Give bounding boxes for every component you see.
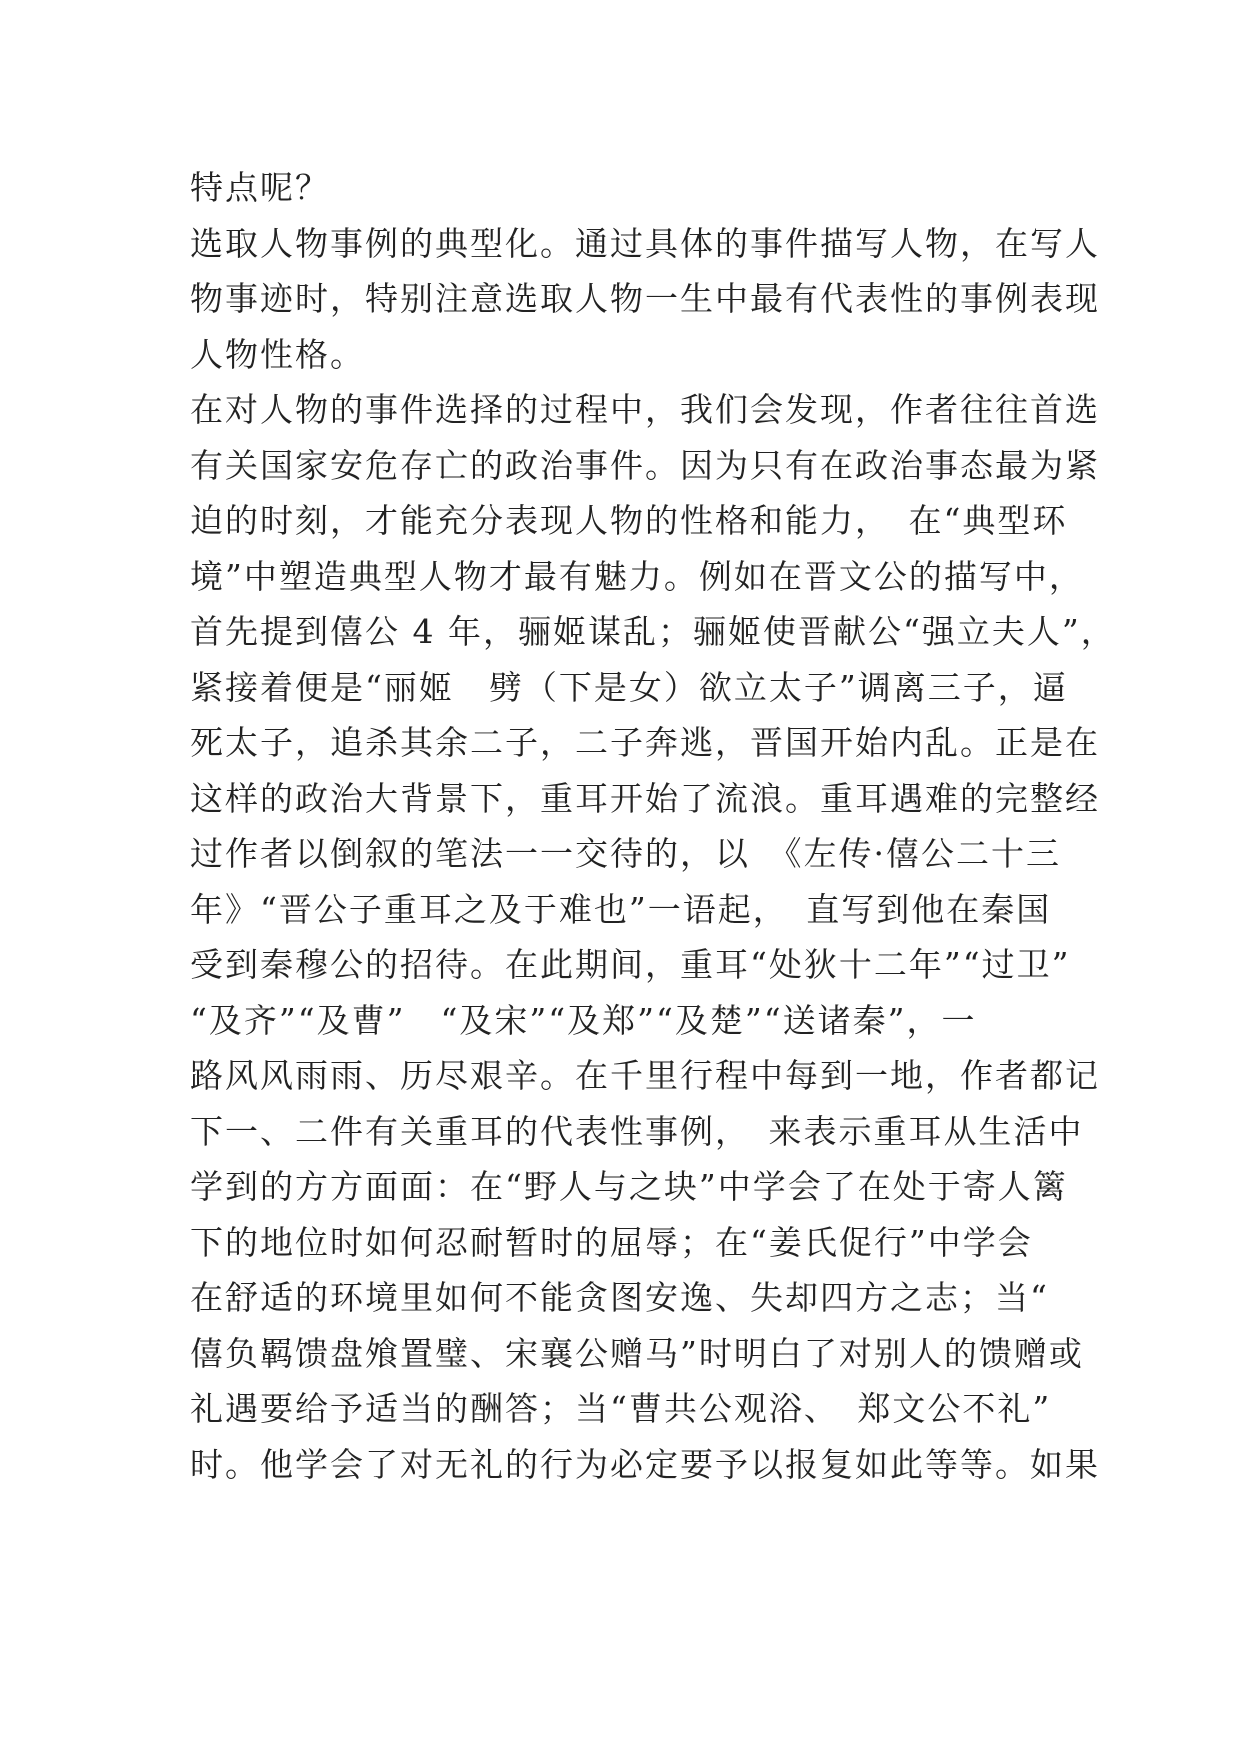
text-line-19: 学到的方方面面：在“野人与之块”中学会了在处于寄人篱 — [190, 1167, 1068, 1206]
text-line-8: 境”中塑造典型人物才最有魅力。例如在晋文公的描写中， — [190, 556, 1084, 596]
text-line-11: 死太子，追杀其余二子，二子奔逃，晋国开始内乱。正是在 — [190, 723, 1100, 762]
text-line-5: 在对人物的事件选择的过程中，我们会发现，作者往往首选 — [190, 390, 1100, 429]
text-line-13: 过作者以倒叙的笔法一一交待的，以 《左传·僖公二十三 — [190, 834, 1061, 873]
text-line-17: 路风风雨雨、历尽艰辛。在千里行程中每到一地，作者都记 — [190, 1056, 1100, 1095]
text-line-12: 这样的政治大背景下，重耳开始了流浪。重耳遇难的完整经 — [190, 778, 1100, 818]
text-line-16: “及齐”“及曹” “及宋”“及郑”“及楚”“送诸秦”，一 — [190, 1000, 977, 1040]
text-line-20: 下的地位时如何忍耐暂时的屈辱；在“姜氏促行”中学会 — [190, 1222, 1033, 1262]
text-line-1: 特点呢？ — [190, 168, 330, 207]
text-line-4: 人物性格。 — [190, 334, 365, 374]
text-line-21: 在舒适的环境里如何不能贪图安逸、失却四方之志；当“ — [190, 1278, 1049, 1317]
text-line-14: 年》“晋公子重耳之及于难也”一语起， 直写到他在秦国 — [190, 889, 1052, 929]
text-line-23: 礼遇要给予适当的酬答；当“曹共公观浴、 郑文公不礼” — [190, 1389, 1052, 1428]
text-line-6: 有关国家安危存亡的政治事件。因为只有在政治事态最为紧 — [190, 445, 1100, 485]
text-line-22: 僖负羁馈盘飧置璧、宋襄公赠马”时明白了对别人的馈赠或 — [190, 1333, 1084, 1373]
text-line-15: 受到秦穆公的招待。在此期间，重耳“处狄十二年”“过卫” — [190, 945, 1071, 984]
text-line-2: 选取人物事例的典型化。通过具体的事件描写人物，在写人 — [190, 223, 1100, 263]
text-line-3: 物事迹时，特别注意选取人物一生中最有代表性的事例表现 — [190, 279, 1100, 318]
body-text — [190, 160, 1116, 1492]
text-line-24: 时。他学会了对无礼的行为必定要予以报复如此等等。如果 — [190, 1444, 1100, 1484]
text-line-9: 首先提到僖公 4 年，骊姬谋乱；骊姬使晋献公“强立夫人”， — [190, 612, 1116, 651]
text-line-18: 下一、二件有关重耳的代表性事例， 来表示重耳从生活中 — [190, 1111, 1084, 1151]
text-line-7: 迫的时刻，才能充分表现人物的性格和能力， 在“典型环 — [190, 501, 1068, 540]
text-line-10: 紧接着便是“丽姬 劈（下是女）欲立太子”调离三子，逼 — [190, 667, 1068, 707]
